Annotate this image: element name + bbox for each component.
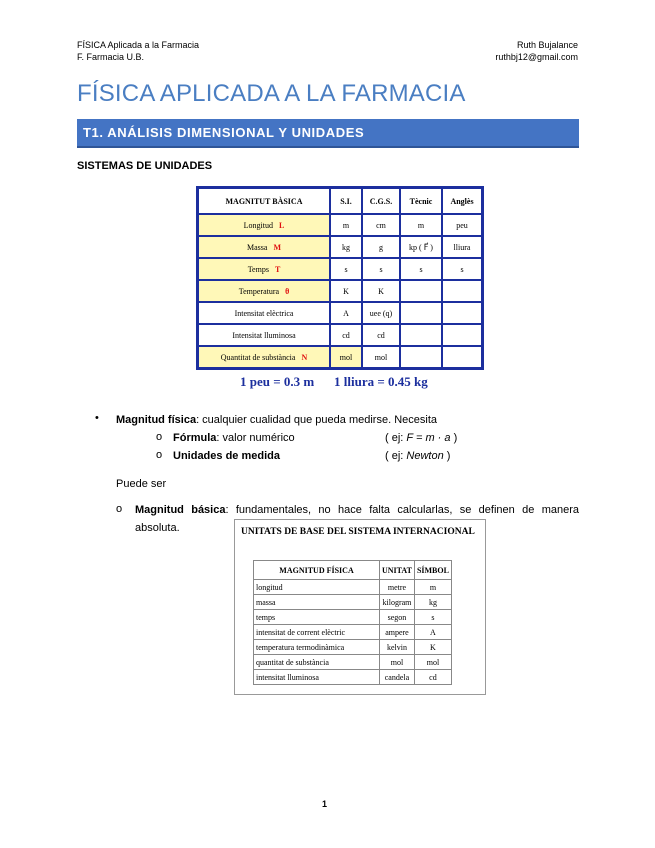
column-header: Tècnic xyxy=(400,188,442,214)
angles-cell xyxy=(442,302,482,324)
formula-example: ( ej: F = m · a ) xyxy=(385,432,458,444)
puede-ser-text: Puede ser xyxy=(116,478,167,490)
magnitude-cell: Intensitat elèctrica xyxy=(198,302,330,324)
equivalence-foot: 1 peu = 0.3 m xyxy=(240,374,315,389)
cgs-cell: cm xyxy=(362,214,400,236)
column-header: SÍMBOL xyxy=(414,561,451,580)
magnitude-cell: Longitud L xyxy=(198,214,330,236)
tecnic-cell xyxy=(400,302,442,324)
si-cell: m xyxy=(330,214,362,236)
sub-bullet-formula: Fórmula: valor numérico xyxy=(173,432,295,444)
table-row xyxy=(198,324,482,346)
table-row xyxy=(198,346,482,368)
table-row xyxy=(198,214,482,236)
table-row xyxy=(198,302,482,324)
sub-bullet-icon: o xyxy=(156,449,163,461)
cgs-cell: s xyxy=(362,258,400,280)
column-header: MAGNITUT BÀSICA xyxy=(198,188,330,214)
magnitude-cell: Quantitat de substància N xyxy=(198,346,330,368)
course-name: FÍSICA Aplicada a la Farmacia xyxy=(77,40,200,50)
si-cell: A xyxy=(330,302,362,324)
bullet-magnitud-fisica: Magnitud física: cualquier cualidad que pueda medirse. Necesita xyxy=(116,414,437,426)
si-cell: cd xyxy=(330,324,362,346)
tecnic-cell: kp ( F⃗ ) xyxy=(400,236,442,258)
magnitude-cell: Temps T xyxy=(198,258,330,280)
angles-cell: s xyxy=(442,258,482,280)
bullet-icon: • xyxy=(95,412,99,424)
bullet-magnitud-basica-cont: absoluta. xyxy=(135,522,180,534)
equivalence-pound: 1 lliura = 0.45 kg xyxy=(334,374,428,389)
column-header: Anglès xyxy=(442,188,482,214)
table-row: temps segon s xyxy=(254,610,452,625)
si-cell: kg xyxy=(330,236,362,258)
si-base-units-table xyxy=(253,560,452,685)
cgs-cell: mol xyxy=(362,346,400,368)
column-header: UNITAT xyxy=(380,561,415,580)
tecnic-cell: m xyxy=(400,214,442,236)
si-base-units-figure xyxy=(234,519,486,695)
cgs-cell: cd xyxy=(362,324,400,346)
page-number: 1 xyxy=(322,799,328,809)
sub-bullet-icon: o xyxy=(116,503,123,515)
cgs-cell: g xyxy=(362,236,400,258)
magnitude-cell: Massa M xyxy=(198,236,330,258)
figure-title: UNITATS DE BASE DEL SISTEMA INTERNACIONAL xyxy=(241,527,475,537)
table-header-row xyxy=(254,561,452,580)
cgs-cell: K xyxy=(362,280,400,302)
subheading: SISTEMAS DE UNIDADES xyxy=(77,160,213,172)
table-row: temperatura termodinàmica kelvin K xyxy=(254,640,452,655)
table-row: intensitat lluminosa candela cd xyxy=(254,670,452,685)
header-left xyxy=(77,39,199,63)
table-row xyxy=(198,236,482,258)
angles-cell xyxy=(442,324,482,346)
tecnic-cell xyxy=(400,280,442,302)
faculty-name: F. Farmacia U.B. xyxy=(77,52,145,62)
table-row: intensitat de corrent elèctric ampere A xyxy=(254,625,452,640)
column-header: MAGNITUD FÍSICA xyxy=(254,561,380,580)
table-row xyxy=(198,258,482,280)
table-row xyxy=(198,280,482,302)
table-row: quantitat de substància mol mol xyxy=(254,655,452,670)
column-header: S.I. xyxy=(330,188,362,214)
magnitude-cell: Temperatura θ xyxy=(198,280,330,302)
angles-cell xyxy=(442,346,482,368)
header-right xyxy=(495,39,578,63)
page-title: FÍSICA APLICADA A LA FARMACIA xyxy=(77,80,466,107)
si-cell: s xyxy=(330,258,362,280)
column-header: C.G.S. xyxy=(362,188,400,214)
units-systems-table xyxy=(196,186,484,370)
magnitude-cell: Intensitat lluminosa xyxy=(198,324,330,346)
si-cell: K xyxy=(330,280,362,302)
angles-cell: lliura xyxy=(442,236,482,258)
table-row: longitud metre m xyxy=(254,580,452,595)
sub-bullet-unidades: Unidades de medida xyxy=(173,450,280,462)
section-banner xyxy=(77,119,579,148)
table-header-row xyxy=(198,188,482,214)
tecnic-cell xyxy=(400,324,442,346)
cgs-cell: uee (q) xyxy=(362,302,400,324)
table-row: massa kilogram kg xyxy=(254,595,452,610)
sub-bullet-icon: o xyxy=(156,431,163,443)
tecnic-cell xyxy=(400,346,442,368)
author-email: ruthbj12@gmail.com xyxy=(495,52,578,62)
si-cell: mol xyxy=(330,346,362,368)
unit-example: ( ej: Newton ) xyxy=(385,450,451,462)
author-name: Ruth Bujalance xyxy=(516,40,578,50)
angles-cell: peu xyxy=(442,214,482,236)
section-title: T1. ANÁLISIS DIMENSIONAL Y UNIDADES xyxy=(83,125,365,140)
angles-cell xyxy=(442,280,482,302)
bullet-magnitud-basica: Magnitud básica: fundamentales, no hace falta calcularlas, se definen de manera xyxy=(135,504,579,516)
tecnic-cell: s xyxy=(400,258,442,280)
